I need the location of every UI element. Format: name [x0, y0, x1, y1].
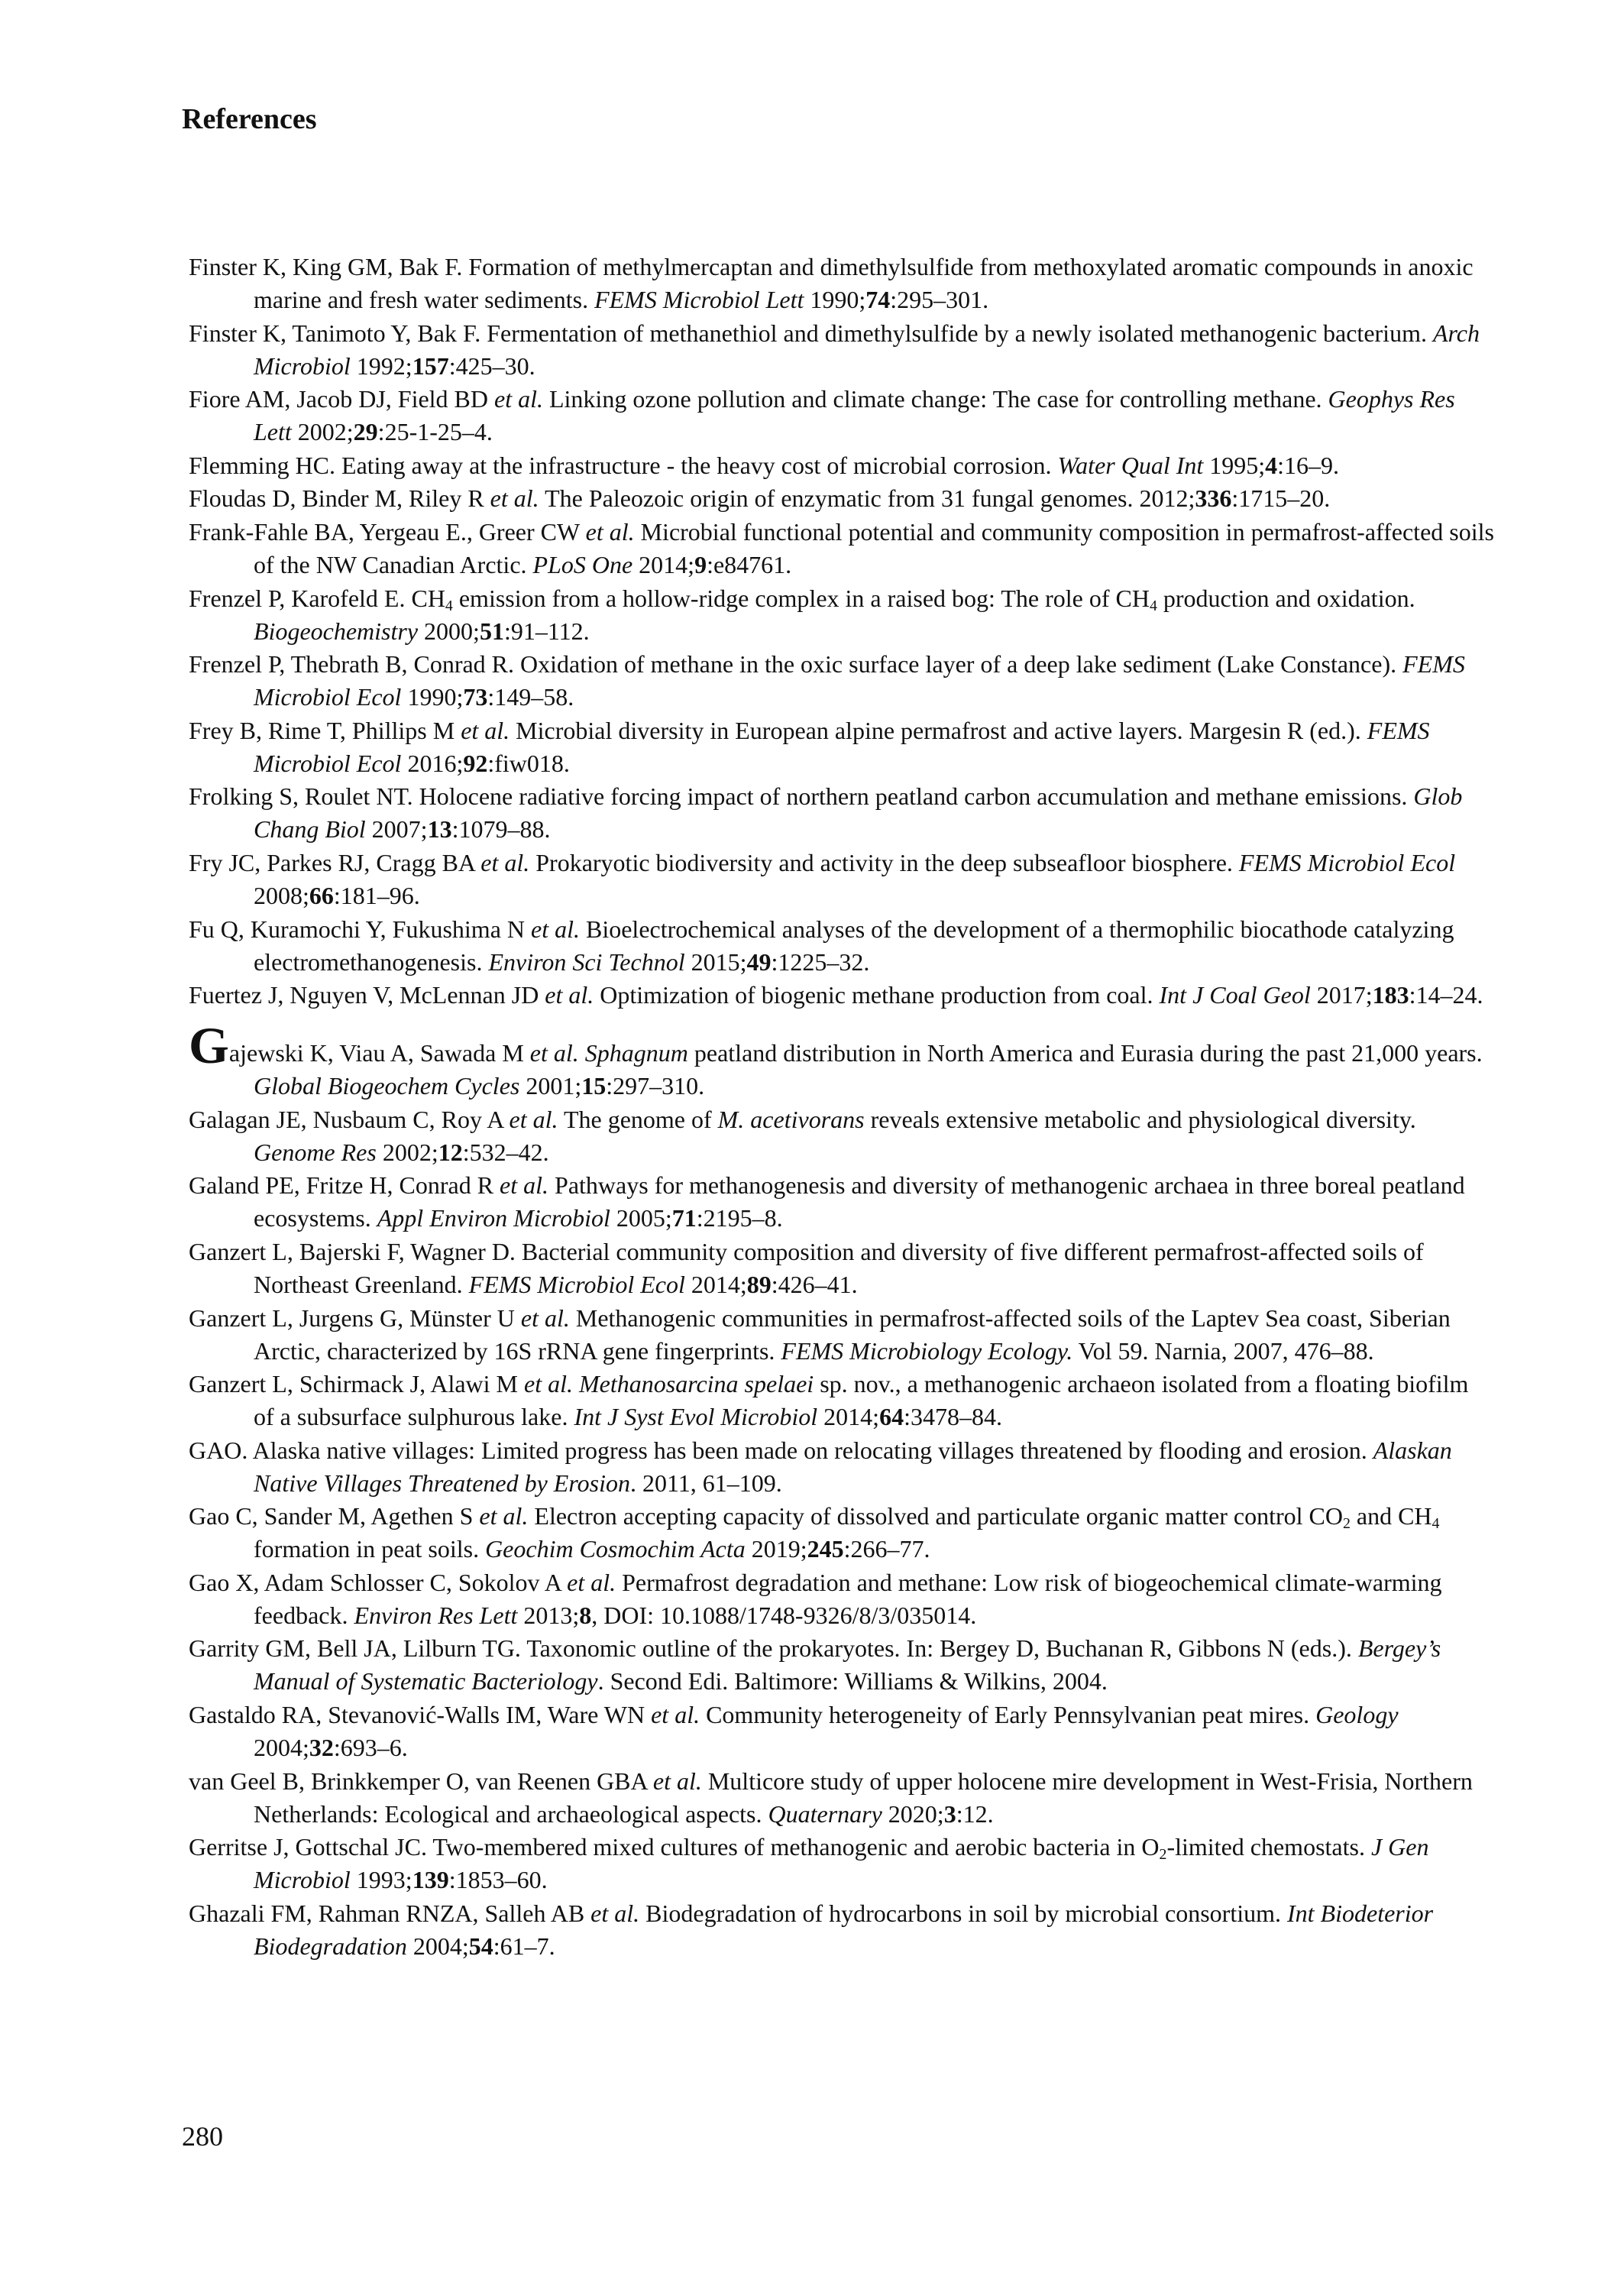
- reference-text: Gastaldo RA, Stevanović-Walls IM, Ware WN: [189, 1701, 652, 1729]
- reference-text: 1992;: [350, 351, 412, 380]
- reference-text: emission from a hollow-ridge complex in a raised bog: The role of CH: [452, 584, 1150, 612]
- italic-text: et al.: [509, 1105, 558, 1133]
- volume-number: 49: [746, 947, 772, 976]
- italic-text: et al.: [585, 517, 635, 546]
- italic-text: Quaternary: [768, 1799, 882, 1828]
- reference-text: , DOI: 10.1088/1748-9326/8/3/035014.: [591, 1601, 977, 1629]
- italic-text: Arch Microbiol: [254, 319, 1480, 380]
- reference-text: Permafrost degradation and methane: Low risk of biogeochemical climate-warming feedback.: [254, 1568, 1442, 1629]
- volume-number: 8: [579, 1601, 592, 1629]
- italic-text: Glob Chang Biol: [254, 782, 1463, 844]
- reference-text: 2005;: [610, 1204, 672, 1232]
- reference-text: 1990;: [804, 286, 866, 313]
- reference-entry: [189, 482, 1495, 515]
- reference-text: 2007;: [365, 815, 428, 844]
- reference-text: Flemming HC. Eating away at the infrastructure - the heavy cost of microbial corrosion.: [189, 451, 1058, 479]
- reference-text: Methanogenic communities in permafrost-affected soils of the Laptev Sea coast, Siberian Arctic, characterized by 16S rRNA gene fingerprints.: [254, 1304, 1451, 1365]
- reference-text: 2004;: [254, 1734, 309, 1762]
- reference-entry: [189, 317, 1495, 383]
- reference-entry: [189, 1831, 1495, 1896]
- italic-text: et al.: [480, 848, 530, 876]
- reference-entry: [189, 1765, 1495, 1831]
- reference-text: :91–112.: [503, 617, 590, 645]
- reference-list: [189, 251, 1495, 1963]
- reference-text: :1079–88.: [451, 815, 551, 844]
- reference-text: :532–42.: [462, 1138, 549, 1166]
- italic-text: et al.: [520, 1304, 570, 1332]
- volume-number: 64: [879, 1403, 904, 1431]
- reference-entry: [189, 1368, 1495, 1433]
- reference-text: Gerritse J, Gottschal JC. Two-membered mixed cultures of methanogenic and aerobic bacteria in O: [189, 1833, 1160, 1861]
- italic-text: Sphagnum: [584, 1039, 688, 1067]
- volume-number: 13: [427, 815, 452, 844]
- reference-entry: [189, 648, 1495, 714]
- italic-text: Global Biogeochem Cycles: [254, 1072, 520, 1100]
- reference-entry: [189, 1897, 1495, 1963]
- reference-text: Fry JC, Parkes RJ, Cragg BA: [189, 848, 481, 876]
- italic-text: et al.: [490, 484, 539, 513]
- italic-text: Geochim Cosmochim Acta: [485, 1535, 746, 1563]
- reference-text: [579, 1039, 585, 1067]
- reference-text: production and oxidation.: [1157, 584, 1415, 612]
- reference-text: :e84761.: [707, 550, 792, 578]
- italic-text: Geophys Res Lett: [254, 385, 1455, 446]
- reference-text: :426–41.: [771, 1270, 858, 1298]
- reference-text: [573, 1370, 579, 1397]
- subscript: 4: [1149, 597, 1157, 614]
- reference-text: Optimization of biogenic methane production from coal.: [594, 981, 1160, 1009]
- reference-text: -limited chemostats.: [1166, 1833, 1371, 1861]
- reference-text: Multicore study of upper holocene mire development in West-Frisia, Northern Netherlands: Ecological and archaeological aspects.: [254, 1767, 1473, 1828]
- volume-number: 29: [353, 418, 378, 446]
- reference-text: Gao C, Sander M, Agethen S: [189, 1502, 480, 1530]
- page-title: References: [182, 103, 317, 135]
- volume-number: 157: [412, 351, 449, 380]
- reference-entry: [189, 714, 1495, 780]
- reference-entry: [189, 516, 1495, 581]
- italic-text: Alaskan Native Villages Threatened by Erosion: [254, 1436, 1452, 1497]
- volume-number: 9: [694, 550, 707, 578]
- reference-text: 2016;: [401, 749, 464, 777]
- italic-text: FEMS Microbiology Ecology.: [781, 1336, 1073, 1365]
- reference-text: Ganzert L, Schirmack J, Alawi M: [189, 1370, 524, 1398]
- italic-text: PLoS One: [532, 550, 633, 578]
- italic-text: et al.: [479, 1502, 529, 1530]
- reference-text: Floudas D, Binder M, Riley R: [189, 484, 490, 513]
- reference-text: formation in peat soils.: [254, 1535, 486, 1563]
- reference-entry: [189, 1236, 1495, 1301]
- page-number: 280: [182, 2121, 223, 2152]
- volume-number: 92: [463, 749, 488, 777]
- reference-entry: [189, 1103, 1495, 1169]
- reference-text: peatland distribution in North America and Eurasia during the past 21,000 years.: [687, 1039, 1483, 1067]
- reference-text: :1715–20.: [1231, 484, 1331, 513]
- reference-entry: [189, 383, 1495, 449]
- reference-text: :14–24.: [1409, 981, 1483, 1009]
- italic-text: Biogeochemistry: [254, 617, 419, 645]
- volume-number: 183: [1372, 981, 1409, 1009]
- italic-text: Geology: [1315, 1701, 1399, 1729]
- reference-text: Prokaryotic biodiversity and activity in the deep subseafloor biosphere.: [529, 848, 1239, 876]
- italic-text: J Gen Microbiol: [254, 1833, 1429, 1894]
- italic-text: Water Qual Int: [1057, 451, 1204, 479]
- reference-entry: [189, 979, 1495, 1012]
- volume-number: 73: [463, 683, 488, 711]
- reference-entry: [189, 847, 1495, 912]
- reference-text: 2014;: [817, 1403, 880, 1431]
- reference-text: Ganzert L, Jurgens G, Münster U: [189, 1304, 521, 1332]
- reference-entry: [189, 1632, 1495, 1698]
- reference-text: :fiw018.: [487, 749, 570, 777]
- reference-entry: [189, 251, 1495, 316]
- volume-number: 4: [1265, 451, 1278, 479]
- italic-text: Int Biodeterior Biodegradation: [254, 1899, 1434, 1960]
- reference-text: 2008;: [254, 881, 309, 909]
- reference-text: 2000;: [418, 617, 480, 645]
- reference-text: :425–30.: [448, 351, 535, 380]
- italic-text: et al.: [494, 385, 543, 413]
- reference-text: 2017;: [1310, 981, 1373, 1009]
- subscript: 4: [445, 597, 453, 614]
- italic-text: FEMS Microbiol Ecol: [468, 1270, 685, 1298]
- reference-text: Frolking S, Roulet NT. Holocene radiative forcing impact of northern peatland carbon accumulation and methane emissions.: [189, 782, 1414, 811]
- reference-text: Biodegradation of hydrocarbons in soil by microbial consortium.: [639, 1899, 1287, 1927]
- reference-entry: [189, 1302, 1495, 1368]
- italic-text: FEMS Microbiol Lett: [594, 286, 804, 313]
- volume-number: 71: [671, 1204, 697, 1232]
- reference-text: Ghazali FM, Rahman RNZA, Salleh AB: [189, 1899, 591, 1927]
- reference-text: Microbial functional potential and community composition in permafrost-affected soils of the NW Canadian Arctic.: [254, 517, 1494, 578]
- reference-text: Galand PE, Fritze H, Conrad R: [189, 1171, 500, 1200]
- reference-text: Frenzel P, Thebrath B, Conrad R. Oxidation of methane in the oxic surface layer of a deep lake sediment (Lake Constance).: [189, 650, 1403, 679]
- italic-text: FEMS Microbiol Ecol: [1238, 848, 1456, 876]
- volume-number: 3: [943, 1799, 956, 1828]
- italic-text: Appl Environ Microbiol: [377, 1204, 610, 1232]
- reference-text: Fiore AM, Jacob DJ, Field BD: [189, 385, 494, 413]
- reference-text: :1225–32.: [771, 947, 870, 976]
- reference-text: 2001;: [519, 1072, 582, 1100]
- subscript: 4: [1432, 1515, 1440, 1533]
- reference-text: GAO. Alaska native villages: Limited progress has been made on relocating villages threatened by flooding and erosion.: [189, 1436, 1373, 1464]
- reference-entry: [189, 1434, 1495, 1500]
- reference-text: 2002;: [376, 1138, 438, 1166]
- reference-text: ajewski K, Viau A, Sawada M: [228, 1039, 530, 1067]
- reference-text: 2019;: [745, 1535, 807, 1563]
- reference-text: Pathways for methanogenesis and diversity of methanogenic archaea in three boreal peatland ecosystems.: [254, 1171, 1465, 1232]
- italic-text: et al.: [531, 915, 580, 943]
- reference-text: :16–9.: [1277, 451, 1340, 479]
- reference-entry: [189, 1566, 1495, 1632]
- reference-entry: [189, 1699, 1495, 1764]
- italic-text: et al.: [651, 1701, 700, 1729]
- reference-entry: [189, 913, 1495, 979]
- volume-number: 74: [865, 286, 891, 313]
- volume-number: 139: [412, 1866, 449, 1894]
- reference-text: 2013;: [517, 1601, 580, 1629]
- reference-entry: [189, 780, 1495, 846]
- reference-text: . 2011, 61–109.: [629, 1469, 782, 1497]
- reference-text: 1993;: [350, 1866, 412, 1894]
- reference-text: :149–58.: [487, 683, 574, 711]
- reference-text: Linking ozone pollution and climate change: The case for controlling methane.: [542, 385, 1328, 413]
- volume-number: 51: [479, 617, 504, 645]
- italic-text: et al.: [545, 981, 594, 1009]
- italic-text: et al.: [524, 1370, 573, 1398]
- reference-text: 2014;: [684, 1270, 747, 1298]
- reference-entry: [189, 1500, 1495, 1566]
- italic-text: Methanosarcina spelaei: [578, 1370, 814, 1398]
- reference-text: 2002;: [291, 418, 354, 446]
- reference-text: :3478–84.: [904, 1403, 1002, 1431]
- reference-text: The Paleozoic origin of enzymatic from 31 fungal genomes. 2012;: [539, 484, 1195, 513]
- volume-number: 89: [746, 1270, 772, 1298]
- reference-text: :61–7.: [493, 1932, 555, 1960]
- italic-text: Environ Sci Technol: [488, 947, 685, 976]
- volume-number: 54: [468, 1932, 493, 1960]
- reference-text: 1990;: [401, 683, 464, 711]
- italic-text: et al.: [500, 1171, 549, 1200]
- volume-number: 66: [309, 881, 334, 909]
- reference-text: van Geel B, Brinkkemper O, van Reenen GBA: [189, 1767, 653, 1795]
- volume-number: 15: [581, 1072, 607, 1100]
- reference-text: Microbial diversity in European alpine permafrost and active layers. Margesin R (ed.).: [510, 716, 1367, 744]
- reference-text: Ganzert L, Bajerski F, Wagner D. Bacterial community composition and diversity of five different permafrost-affected soils of Northeast Greenland.: [189, 1237, 1424, 1298]
- reference-text: The genome of: [558, 1105, 718, 1133]
- reference-text: Frank-Fahle BA, Yergeau E., Greer CW: [189, 517, 586, 546]
- reference-text: :181–96.: [333, 881, 420, 909]
- reference-text: :1853–60.: [448, 1866, 548, 1894]
- italic-text: et al.: [567, 1568, 616, 1596]
- reference-entry: [189, 1169, 1495, 1235]
- reference-text: 2020;: [882, 1799, 944, 1828]
- italic-text: FEMS Microbiol Ecol: [254, 650, 1465, 711]
- reference-text: :266–77.: [843, 1535, 930, 1563]
- reference-text: 2004;: [406, 1932, 469, 1960]
- volume-number: 245: [807, 1535, 844, 1563]
- reference-text: and CH: [1350, 1502, 1432, 1530]
- reference-entry: [189, 1016, 1495, 1103]
- italic-text: et al.: [590, 1899, 640, 1927]
- reference-text: :2195–8.: [696, 1204, 783, 1232]
- reference-text: Bioelectrochemical analyses of the development of a thermophilic biocathode catalyzing electromethanogenesis.: [254, 915, 1454, 976]
- section-initial: G: [189, 1016, 229, 1075]
- reference-text: Garrity GM, Bell JA, Lilburn TG. Taxonomic outline of the prokaryotes. In: Bergey D, Buchanan R, Gibbons N (eds.).: [189, 1634, 1358, 1663]
- reference-text: :295–301.: [890, 286, 989, 313]
- italic-text: Genome Res: [254, 1138, 377, 1166]
- reference-text: 2015;: [684, 947, 747, 976]
- reference-text: sp. nov., a methanogenic archaeon isolated from a floating biofilm of a subsurface sulphurous lake.: [254, 1370, 1469, 1431]
- subscript: 2: [1159, 1846, 1167, 1864]
- reference-text: Finster K, Tanimoto Y, Bak F. Fermentation of methanethiol and dimethylsulfide by a newly isolated methanogenic bacterium.: [189, 319, 1433, 347]
- reference-text: 1995;: [1203, 451, 1266, 479]
- reference-text: :297–310.: [606, 1072, 705, 1100]
- reference-text: Community heterogeneity of Early Pennsylvanian peat mires.: [700, 1701, 1316, 1729]
- reference-text: Galagan JE, Nusbaum C, Roy A: [189, 1105, 510, 1133]
- italic-text: et al.: [652, 1767, 702, 1795]
- italic-text: et al.: [529, 1039, 579, 1067]
- reference-text: reveals extensive metabolic and physiological diversity.: [864, 1105, 1416, 1133]
- reference-text: 2014;: [632, 550, 695, 578]
- volume-number: 12: [438, 1138, 463, 1166]
- italic-text: Bergey’s Manual of Systematic Bacteriology: [254, 1634, 1441, 1695]
- reference-text: :693–6.: [333, 1734, 408, 1762]
- reference-text: Electron accepting capacity of dissolved and particulate organic matter control CO: [528, 1502, 1343, 1530]
- italic-text: et al.: [461, 716, 510, 744]
- volume-number: 336: [1195, 484, 1232, 513]
- reference-entry: [189, 449, 1495, 482]
- reference-entry: [189, 582, 1495, 648]
- subscript: 2: [1342, 1515, 1351, 1533]
- reference-text: Frenzel P, Karofeld E. CH: [189, 584, 445, 612]
- reference-text: Finster K, King GM, Bak F. Formation of methylmercaptan and dimethylsulfide from methoxylated aromatic compounds in anoxic marine and fresh water sediments.: [189, 253, 1474, 313]
- reference-text: Frey B, Rime T, Phillips M: [189, 716, 461, 744]
- reference-text: . Second Edi. Baltimore: Williams & Wilkins, 2004.: [597, 1667, 1108, 1695]
- volume-number: 32: [309, 1734, 334, 1762]
- reference-text: Gao X, Adam Schlosser C, Sokolov A: [189, 1568, 568, 1596]
- reference-text: :12.: [956, 1799, 994, 1828]
- reference-text: Fuertez J, Nguyen V, McLennan JD: [189, 981, 545, 1009]
- reference-text: Fu Q, Kuramochi Y, Fukushima N: [189, 915, 531, 943]
- italic-text: M. acetivorans: [717, 1105, 865, 1133]
- reference-text: :25-1-25–4.: [377, 418, 493, 446]
- italic-text: Environ Res Lett: [354, 1601, 518, 1629]
- italic-text: Int J Coal Geol: [1159, 981, 1311, 1009]
- italic-text: FEMS Microbiol Ecol: [254, 716, 1430, 777]
- reference-text: Vol 59. Narnia, 2007, 476–88.: [1072, 1336, 1374, 1365]
- italic-text: Int J Syst Evol Microbiol: [574, 1403, 818, 1431]
